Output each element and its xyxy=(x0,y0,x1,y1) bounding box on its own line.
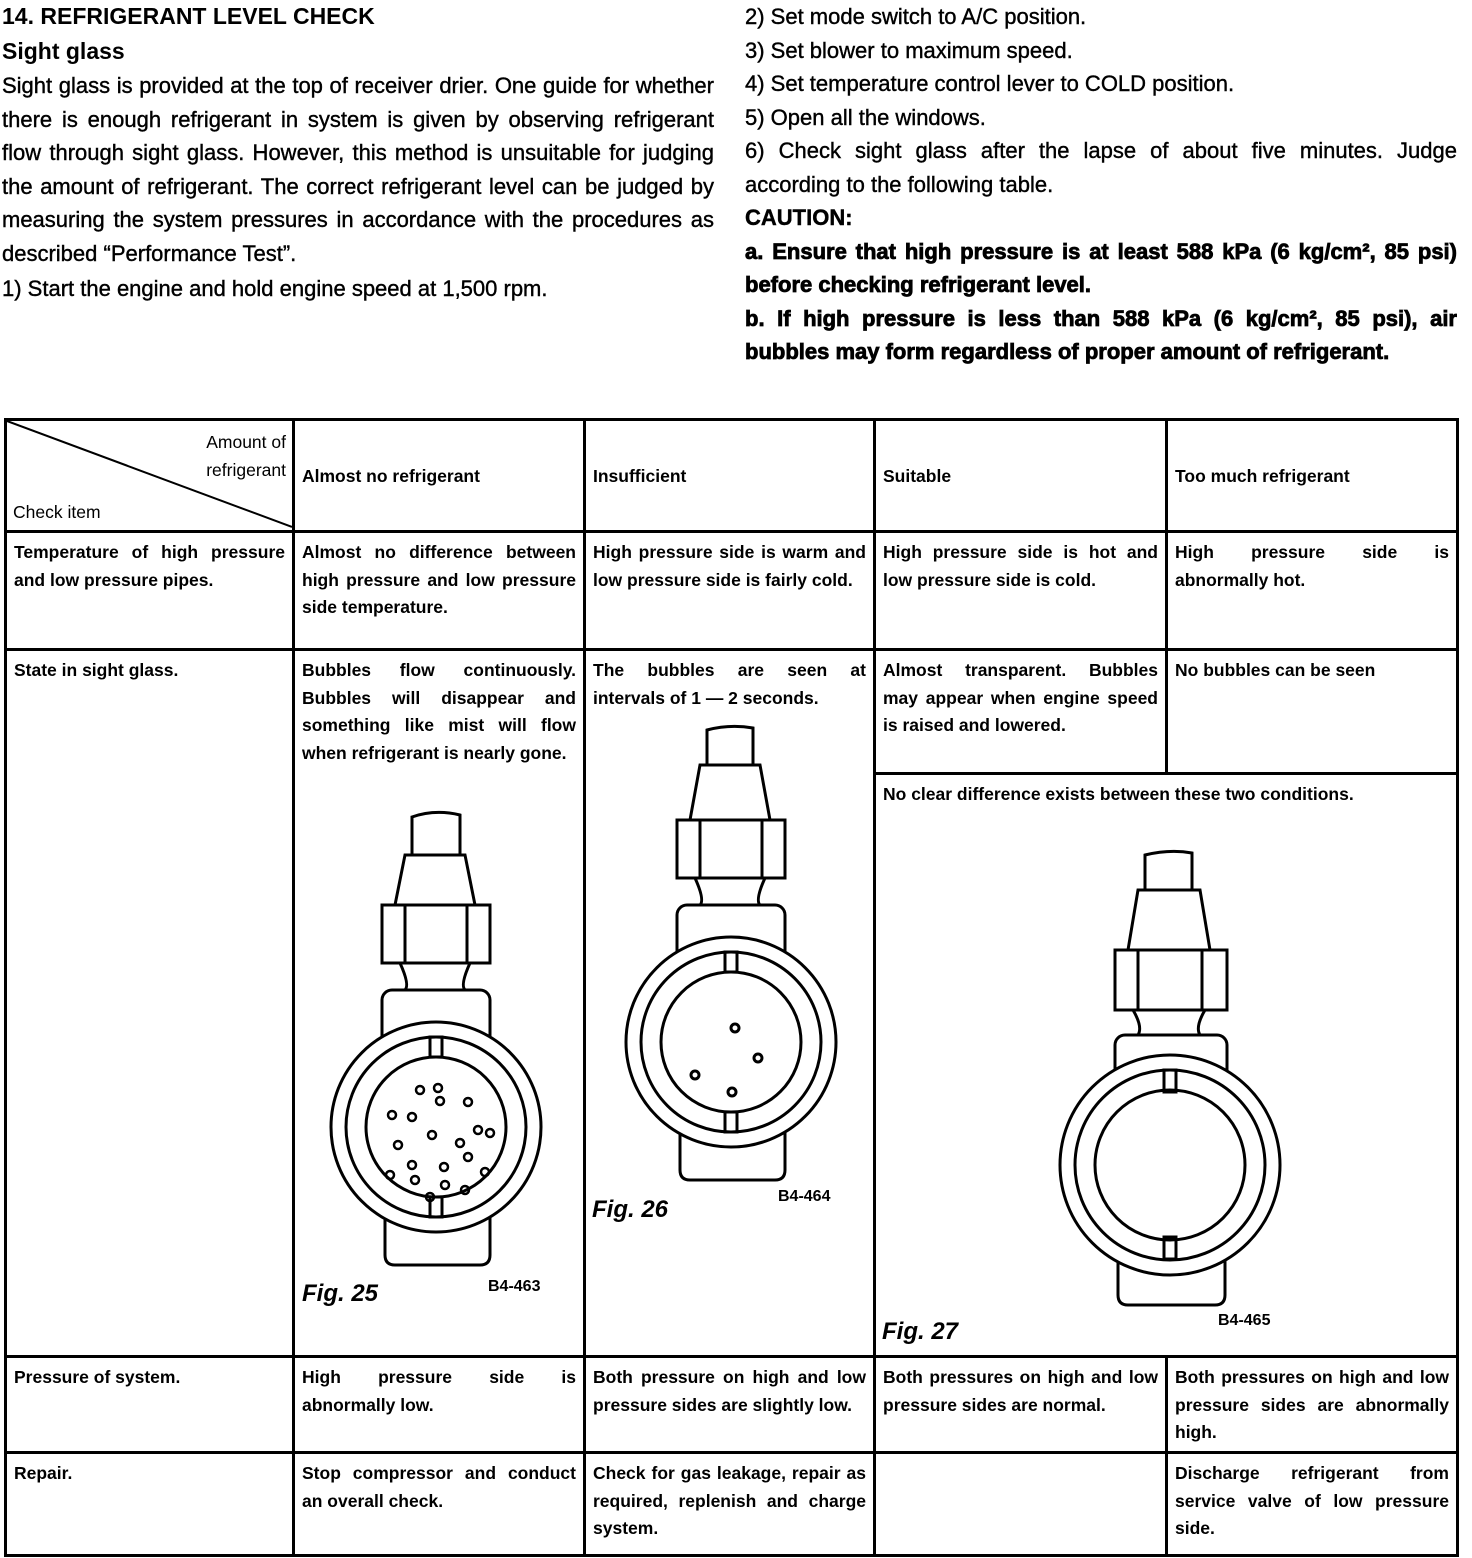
caution-a: a. Ensure that high pressure is at least 588 kPa (6 kg/cm², 85 psi) before checking refrigerant level. xyxy=(745,238,1457,297)
row-label: Repair. xyxy=(6,1453,294,1556)
row-label: Temperature of high pressure and low pressure pipes. xyxy=(6,532,294,650)
step-3: 3) Set blower to maximum speed. xyxy=(745,37,1073,63)
figure-code: B4-463 xyxy=(488,1278,541,1295)
step-4: 4) Set temperature control lever to COLD position. xyxy=(745,71,1235,96)
step-5: 5) Open all the windows. xyxy=(745,104,986,130)
table-cell: Almost no difference between high pressure and low pressure side temperature. xyxy=(294,532,585,650)
intro-paragraph: Sight glass is provided at the top of receiver drier. One guide for whether there is enough refrigerant in system is given by observing refrigerant flow through sight glass. However, this method is unsuitable for judging the amount of refrigerant. The correct refrigerant level can be judged by measuring the system pressures in accordance with the procedures as described “Performance Test”. xyxy=(2,73,714,266)
table-cell: High pressure side is abnormally low. xyxy=(294,1357,585,1453)
caution-b: b. If high pressure is less than 588 kPa (6 kg/cm², 85 psi), air bubbles may form regardless of proper amount of refrigerant. xyxy=(745,305,1457,364)
table-cell: Discharge refrigerant from service valve of low pressure side. xyxy=(1167,1453,1458,1556)
table-cell: Check for gas leakage, repair as required, replenish and charge system. xyxy=(585,1453,875,1556)
table-cell: High pressure side is warm and low pressure side is fairly cold. xyxy=(585,532,875,650)
figure-code: B4-464 xyxy=(778,1188,831,1205)
section-heading: 14. REFRIGERANT LEVEL CHECK xyxy=(2,3,375,29)
column-header: Too much refrigerant xyxy=(1167,420,1458,532)
table-cell: Both pressures on high and low pressure sides are abnormally high. xyxy=(1167,1357,1458,1453)
row-label: State in sight glass. xyxy=(6,650,294,1357)
table-cell: The bubbles are seen at intervals of 1 — 2 seconds. xyxy=(585,650,875,1357)
step-6: 6) Check sight glass after the lapse of about five minutes. Judge according to the following table. xyxy=(745,138,1457,197)
sight-glass-figure-27 xyxy=(1050,845,1290,1315)
caution-title: CAUTION: xyxy=(745,205,853,230)
column-header: Suitable xyxy=(875,420,1167,532)
sight-glass-figure-25 xyxy=(320,805,550,1275)
corner-header xyxy=(6,420,294,532)
step-2: 2) Set mode switch to A/C position. xyxy=(745,4,1087,29)
row-label: Pressure of system. xyxy=(6,1357,294,1453)
table-cell: Both pressures on high and low pressure sides are normal. xyxy=(875,1357,1167,1453)
subheading: Sight glass xyxy=(2,38,125,64)
right-column xyxy=(745,0,1457,369)
sight-glass-figure-26 xyxy=(615,720,845,1190)
table-cell: High pressure side is hot and low pressure side is cold. xyxy=(875,532,1167,650)
corner-top-label: Amount of refrigerant xyxy=(206,432,286,480)
figure-label: Fig. 27 xyxy=(882,1318,959,1345)
table-cell: Both pressure on high and low pressure sides are slightly low. xyxy=(585,1357,875,1453)
table-cell: Almost transparent. Bubbles may appear when engine speed is raised and lowered. xyxy=(875,650,1167,774)
column-header: Almost no refrigerant xyxy=(294,420,585,532)
figure-code: B4-465 xyxy=(1218,1312,1271,1329)
table-cell: Bubbles flow continuously. Bubbles will disappear and something like mist will flow when refrigerant is nearly gone. xyxy=(294,650,585,1357)
merged-cell: No clear difference exists between these two conditions. xyxy=(875,774,1458,1357)
table-cell: No bubbles can be seen xyxy=(1167,650,1458,774)
step-1: 1) Start the engine and hold engine speed at 1,500 rpm. xyxy=(2,276,548,301)
table-cell xyxy=(875,1453,1167,1556)
table-cell: High pressure side is abnormally hot. xyxy=(1167,532,1458,650)
left-column xyxy=(2,0,714,306)
table-cell: Stop compressor and conduct an overall check. xyxy=(294,1453,585,1556)
figure-label: Fig. 25 xyxy=(302,1280,379,1307)
column-header: Insufficient xyxy=(585,420,875,532)
corner-bottom-label: Check item xyxy=(13,501,101,522)
figure-label: Fig. 26 xyxy=(592,1196,669,1223)
